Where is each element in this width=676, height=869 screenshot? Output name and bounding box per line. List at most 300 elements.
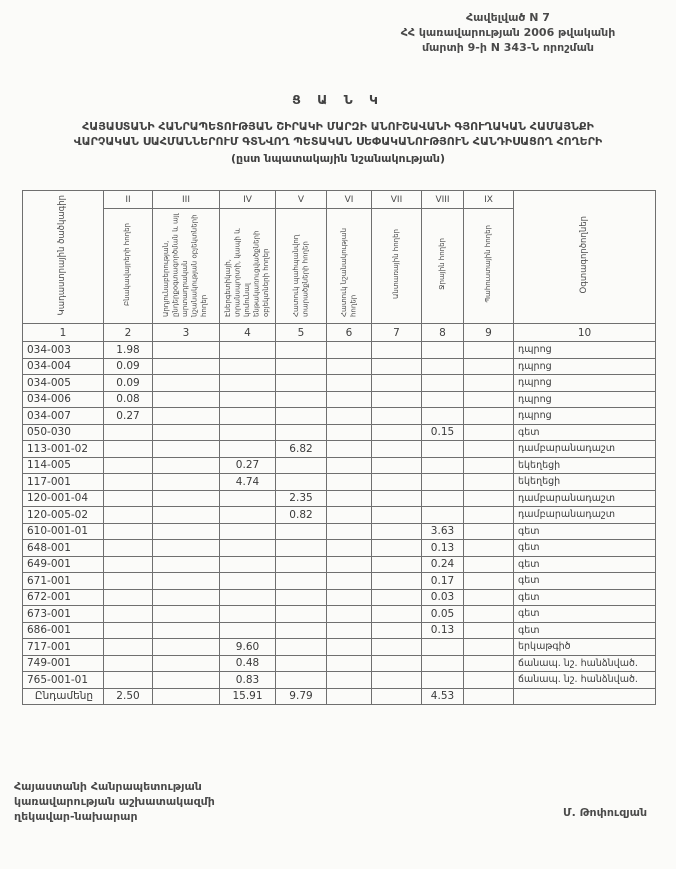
roman-numeral-ix: IX <box>464 191 514 209</box>
area-value-cell <box>153 540 220 557</box>
area-value-cell <box>464 655 514 672</box>
area-value-cell <box>464 556 514 573</box>
column-number: 8 <box>422 324 464 342</box>
area-value-cell <box>464 540 514 557</box>
area-value-cell <box>327 507 372 524</box>
area-value-cell <box>220 424 276 441</box>
land-user-cell: դպրոց <box>514 408 656 425</box>
area-value-cell <box>464 474 514 491</box>
area-value-cell: 0.27 <box>104 408 153 425</box>
area-value-cell <box>104 639 153 656</box>
area-value-cell <box>327 589 372 606</box>
table-row <box>23 474 656 491</box>
area-value-cell <box>327 523 372 540</box>
table-row <box>23 342 656 359</box>
area-value-cell <box>153 556 220 573</box>
roman-numeral-ii: II <box>104 191 153 209</box>
table-total-row <box>23 688 656 705</box>
area-value-cell <box>276 639 327 656</box>
area-value-cell <box>276 556 327 573</box>
cadastral-code-cell: 610-001-01 <box>23 523 104 540</box>
area-value-cell <box>276 589 327 606</box>
area-value-cell <box>464 672 514 689</box>
column-number: 7 <box>372 324 422 342</box>
area-value-cell <box>464 507 514 524</box>
area-value-cell <box>422 342 464 359</box>
area-value-cell <box>372 672 422 689</box>
column-header-industrial-lands <box>153 209 220 324</box>
area-value-cell <box>104 540 153 557</box>
annex-number: Հավելված N 7 <box>466 11 550 24</box>
area-value-cell <box>220 375 276 392</box>
area-value-cell <box>276 375 327 392</box>
area-value-cell <box>153 342 220 359</box>
signature-name: Մ. Թոփուզյան <box>563 806 648 819</box>
decree-source-line: ՀՀ կառավարության 2006 թվականի <box>400 26 616 39</box>
column-header-users <box>514 191 656 324</box>
column-number: 4 <box>220 324 276 342</box>
area-value-cell <box>422 391 464 408</box>
area-value-cell <box>372 655 422 672</box>
area-value-cell <box>153 606 220 623</box>
column-header-water-lands <box>422 209 464 324</box>
area-value-cell <box>276 408 327 425</box>
land-user-cell: գետ <box>514 424 656 441</box>
area-value-cell <box>220 622 276 639</box>
area-value-cell <box>104 457 153 474</box>
area-value-cell <box>372 408 422 425</box>
area-value-cell <box>372 441 422 458</box>
area-value-cell <box>153 589 220 606</box>
area-value-cell <box>153 441 220 458</box>
land-user-cell: գետ <box>514 540 656 557</box>
area-value-cell: 0.03 <box>422 589 464 606</box>
area-value-cell <box>372 358 422 375</box>
cadastral-code-cell: 113-001-02 <box>23 441 104 458</box>
signatory-title-block <box>14 779 215 824</box>
area-value-cell <box>372 507 422 524</box>
area-value-cell <box>327 408 372 425</box>
cadastral-code-label: Կադաստրային ծածկագիր <box>57 194 68 316</box>
area-value-cell <box>153 622 220 639</box>
title-line-1: ՀԱՅԱՍՏԱՆԻ ՀԱՆՐԱՊԵՏՈՒԹՅԱՆ ՇԻՐԱԿԻ ՄԱՐԶԻ ԱՆՈՒՇԱՎԱՆԻ ԳՅՈՒՂԱԿԱՆ ՀԱՄԱՅՆՔԻ <box>82 120 594 133</box>
area-value-cell <box>153 573 220 590</box>
area-value-cell <box>220 589 276 606</box>
column-number: 3 <box>153 324 220 342</box>
cadastral-code-cell: 649-001 <box>23 556 104 573</box>
area-value-cell <box>372 639 422 656</box>
land-user-cell: դպրոց <box>514 375 656 392</box>
area-value-cell <box>220 358 276 375</box>
area-value-cell <box>276 424 327 441</box>
area-value-cell <box>220 490 276 507</box>
table-row <box>23 457 656 474</box>
area-value-cell <box>276 622 327 639</box>
area-value-cell: 4.74 <box>220 474 276 491</box>
area-value-cell <box>422 457 464 474</box>
area-value-cell <box>464 606 514 623</box>
cadastral-code-cell: 686-001 <box>23 622 104 639</box>
area-value-cell <box>153 358 220 375</box>
area-value-cell <box>372 589 422 606</box>
area-value-cell <box>276 523 327 540</box>
signatory-line-3: ղեկավար-նախարար <box>14 810 138 823</box>
table-row <box>23 408 656 425</box>
roman-numeral-vii: VII <box>372 191 422 209</box>
table-row <box>23 523 656 540</box>
area-value-cell <box>276 457 327 474</box>
document-heading: Ց Ա Ն Կ <box>292 92 384 107</box>
column-number: 2 <box>104 324 153 342</box>
area-value-cell <box>153 639 220 656</box>
cadastral-code-cell: 717-001 <box>23 639 104 656</box>
area-value-cell: 0.05 <box>422 606 464 623</box>
area-value-cell <box>153 688 220 705</box>
cadastral-code-cell: 671-001 <box>23 573 104 590</box>
cadastral-code-cell: Ընդամենը <box>23 688 104 705</box>
area-value-cell <box>464 622 514 639</box>
area-value-cell <box>372 391 422 408</box>
area-value-cell <box>153 523 220 540</box>
cadastral-code-cell: 034-007 <box>23 408 104 425</box>
area-value-cell <box>327 441 372 458</box>
area-value-cell: 3.63 <box>422 523 464 540</box>
decree-number-line: մարտի 9-ի N 343-Ն որոշման <box>421 41 595 54</box>
table-row <box>23 573 656 590</box>
roman-numerals-row <box>23 191 656 209</box>
cadastral-code-cell: 034-005 <box>23 375 104 392</box>
land-user-cell: դամբարանադաշտ <box>514 441 656 458</box>
land-user-cell: եկեղեցի <box>514 474 656 491</box>
cadastral-code-cell: 673-001 <box>23 606 104 623</box>
area-value-cell <box>327 622 372 639</box>
area-value-cell: 15.91 <box>220 688 276 705</box>
area-value-cell <box>464 639 514 656</box>
area-value-cell: 0.82 <box>276 507 327 524</box>
area-value-cell <box>372 688 422 705</box>
land-user-cell: գետ <box>514 556 656 573</box>
area-value-cell <box>220 606 276 623</box>
area-value-cell <box>327 474 372 491</box>
area-value-cell <box>327 540 372 557</box>
area-value-cell <box>104 474 153 491</box>
area-value-cell <box>372 474 422 491</box>
area-value-cell <box>153 408 220 425</box>
settlement-lands-label: Բնակավայրերի հողեր <box>123 222 132 306</box>
area-value-cell <box>276 391 327 408</box>
land-table-container <box>22 190 656 705</box>
reserve-lands-label: Պահուստային հողեր <box>483 225 492 303</box>
land-user-cell: գետ <box>514 622 656 639</box>
area-value-cell <box>422 408 464 425</box>
land-user-cell: ճանապ. նշ. հանձնված. <box>514 655 656 672</box>
cadastral-code-cell: 120-001-04 <box>23 490 104 507</box>
cadastral-code-cell: 034-003 <box>23 342 104 359</box>
area-value-cell <box>327 655 372 672</box>
area-value-cell <box>327 639 372 656</box>
table-row <box>23 391 656 408</box>
area-value-cell <box>327 457 372 474</box>
roman-numeral-iv: IV <box>220 191 276 209</box>
table-row <box>23 358 656 375</box>
area-value-cell <box>104 424 153 441</box>
area-value-cell <box>104 507 153 524</box>
column-number: 9 <box>464 324 514 342</box>
area-value-cell <box>327 672 372 689</box>
land-user-cell: գետ <box>514 589 656 606</box>
table-row <box>23 507 656 524</box>
area-value-cell: 0.08 <box>104 391 153 408</box>
table-row <box>23 490 656 507</box>
area-value-cell <box>327 688 372 705</box>
land-user-cell: գետ <box>514 606 656 623</box>
area-value-cell <box>372 490 422 507</box>
cadastral-code-cell: 765-001-01 <box>23 672 104 689</box>
area-value-cell <box>153 490 220 507</box>
area-value-cell <box>104 556 153 573</box>
table-row <box>23 424 656 441</box>
area-value-cell <box>464 342 514 359</box>
area-value-cell: 2.35 <box>276 490 327 507</box>
land-user-cell: երկաթգիծ <box>514 639 656 656</box>
area-value-cell <box>153 375 220 392</box>
area-value-cell <box>372 342 422 359</box>
area-value-cell <box>153 474 220 491</box>
area-value-cell <box>327 375 372 392</box>
table-row <box>23 606 656 623</box>
area-value-cell <box>153 672 220 689</box>
area-value-cell <box>464 441 514 458</box>
area-value-cell: 0.09 <box>104 375 153 392</box>
roman-numeral-viii: VIII <box>422 191 464 209</box>
title-line-2: ՎԱՐՉԱԿԱՆ ՍԱՀՄԱՆՆԵՐՈՒՄ ԳՏՆՎՈՂ ՊԵՏԱԿԱՆ ՍԵՓԱԿԱՆՈՒԹՅՈՒՆ ՀԱՆԴԻՍԱՑՈՂ ՀՈՂԵՐԻ <box>73 135 603 148</box>
area-value-cell <box>327 490 372 507</box>
infrastructure-lands-label: Էներգետիկայի, տրանսպորտի, կապի և կոմունալ ենթակառուցվածքների օբյեկտների հողեր <box>223 228 270 317</box>
area-value-cell <box>327 573 372 590</box>
land-user-cell: դպրոց <box>514 358 656 375</box>
table-row <box>23 589 656 606</box>
special-purpose-lands-label: Հատուկ նշանակության հողեր <box>339 227 357 317</box>
area-value-cell: 0.09 <box>104 358 153 375</box>
area-value-cell <box>422 672 464 689</box>
column-numbers-row <box>23 324 656 342</box>
area-value-cell <box>372 573 422 590</box>
area-value-cell <box>220 507 276 524</box>
document-title-block <box>0 92 676 165</box>
area-value-cell <box>276 474 327 491</box>
column-number: 5 <box>276 324 327 342</box>
land-user-cell: եկեղեցի <box>514 457 656 474</box>
area-value-cell <box>327 358 372 375</box>
land-user-cell: դպրոց <box>514 391 656 408</box>
area-value-cell: 0.48 <box>220 655 276 672</box>
area-value-cell: 0.17 <box>422 573 464 590</box>
table-header <box>23 191 656 342</box>
table-row <box>23 655 656 672</box>
area-value-cell <box>220 556 276 573</box>
area-value-cell <box>422 375 464 392</box>
area-value-cell <box>153 424 220 441</box>
area-value-cell <box>372 523 422 540</box>
land-user-cell: դամբարանադաշտ <box>514 507 656 524</box>
area-value-cell <box>464 688 514 705</box>
land-user-cell: գետ <box>514 573 656 590</box>
area-value-cell <box>276 342 327 359</box>
cadastral-code-cell: 120-005-02 <box>23 507 104 524</box>
table-body <box>23 342 656 705</box>
area-value-cell <box>372 622 422 639</box>
area-value-cell <box>422 358 464 375</box>
area-value-cell <box>220 391 276 408</box>
cadastral-code-cell: 749-001 <box>23 655 104 672</box>
column-header-protected-lands <box>276 209 327 324</box>
area-value-cell: 9.79 <box>276 688 327 705</box>
area-value-cell <box>220 342 276 359</box>
table-row <box>23 622 656 639</box>
area-value-cell <box>464 375 514 392</box>
area-value-cell <box>464 573 514 590</box>
area-value-cell <box>464 424 514 441</box>
area-value-cell <box>372 424 422 441</box>
area-value-cell <box>276 606 327 623</box>
area-value-cell <box>276 573 327 590</box>
area-value-cell <box>372 556 422 573</box>
table-row <box>23 639 656 656</box>
area-value-cell <box>104 655 153 672</box>
area-value-cell <box>220 573 276 590</box>
forest-lands-label: Անտառային հողեր <box>391 229 400 299</box>
area-value-cell <box>464 358 514 375</box>
area-value-cell <box>327 556 372 573</box>
area-value-cell <box>464 408 514 425</box>
column-header-reserve-lands <box>464 209 514 324</box>
area-value-cell <box>276 358 327 375</box>
water-lands-label: Ջրային հողեր <box>437 238 446 290</box>
area-value-cell: 6.82 <box>276 441 327 458</box>
users-label: Օգտագործողներ <box>578 216 589 294</box>
roman-numeral-v: V <box>276 191 327 209</box>
area-value-cell <box>327 391 372 408</box>
column-header-settlement-lands <box>104 209 153 324</box>
area-value-cell <box>104 589 153 606</box>
area-value-cell <box>464 523 514 540</box>
area-value-cell <box>372 375 422 392</box>
area-value-cell <box>422 507 464 524</box>
column-number: 10 <box>514 324 656 342</box>
cadastral-code-cell: 034-006 <box>23 391 104 408</box>
table-row <box>23 540 656 557</box>
signatory-line-2: կառավարության աշխատակազմի <box>14 795 215 808</box>
roman-numeral-iii: III <box>153 191 220 209</box>
industrial-lands-label: Արդյունաբերության, ընդերքօգտագործման և այլ արտադրական նշանակության օբյեկտների հողեր <box>162 213 209 317</box>
area-value-cell <box>220 408 276 425</box>
area-value-cell <box>422 441 464 458</box>
area-value-cell <box>220 441 276 458</box>
cadastral-code-cell: 117-001 <box>23 474 104 491</box>
area-value-cell <box>104 490 153 507</box>
land-user-cell <box>514 688 656 705</box>
title-subtitle: (ըստ նպատակային նշանակության) <box>231 152 445 165</box>
land-user-cell: դամբարանադաշտ <box>514 490 656 507</box>
area-value-cell <box>422 639 464 656</box>
area-value-cell: 0.83 <box>220 672 276 689</box>
area-value-cell: 1.98 <box>104 342 153 359</box>
cadastral-code-cell: 034-004 <box>23 358 104 375</box>
area-value-cell <box>327 424 372 441</box>
area-value-cell <box>153 655 220 672</box>
signatory-line-1: Հայաստանի Հանրապետության <box>14 780 202 793</box>
roman-numeral-vi: VI <box>327 191 372 209</box>
protected-lands-label: Հատուկ պահպանվող տարածքների հողեր <box>291 234 309 317</box>
area-value-cell: 0.27 <box>220 457 276 474</box>
area-value-cell <box>422 655 464 672</box>
area-value-cell <box>104 573 153 590</box>
annex-reference <box>358 10 658 55</box>
cadastral-code-cell: 114-005 <box>23 457 104 474</box>
cadastral-code-cell: 672-001 <box>23 589 104 606</box>
area-value-cell <box>422 474 464 491</box>
cadastral-code-cell: 648-001 <box>23 540 104 557</box>
column-header-special-purpose-lands <box>327 209 372 324</box>
area-value-cell <box>153 391 220 408</box>
area-value-cell <box>153 507 220 524</box>
area-value-cell <box>104 606 153 623</box>
area-value-cell: 0.13 <box>422 540 464 557</box>
area-value-cell <box>104 622 153 639</box>
area-value-cell <box>327 606 372 623</box>
area-value-cell <box>464 490 514 507</box>
land-user-cell: ճանապ. նշ. հանձնված. <box>514 672 656 689</box>
area-value-cell: 9.60 <box>220 639 276 656</box>
column-header-infrastructure-lands <box>220 209 276 324</box>
area-value-cell: 4.53 <box>422 688 464 705</box>
area-value-cell <box>104 523 153 540</box>
land-user-cell: գետ <box>514 523 656 540</box>
area-value-cell: 2.50 <box>104 688 153 705</box>
area-value-cell <box>464 589 514 606</box>
area-value-cell <box>464 457 514 474</box>
table-row <box>23 375 656 392</box>
area-value-cell <box>464 391 514 408</box>
column-header-cadastral-code <box>23 191 104 324</box>
area-value-cell <box>372 457 422 474</box>
column-number: 1 <box>23 324 104 342</box>
area-value-cell: 0.13 <box>422 622 464 639</box>
area-value-cell <box>276 655 327 672</box>
area-value-cell: 0.15 <box>422 424 464 441</box>
cadastral-code-cell: 050-030 <box>23 424 104 441</box>
area-value-cell <box>220 523 276 540</box>
area-value-cell <box>372 606 422 623</box>
area-value-cell <box>276 672 327 689</box>
area-value-cell: 0.24 <box>422 556 464 573</box>
column-header-forest-lands <box>372 209 422 324</box>
land-categories-table <box>22 190 656 705</box>
area-value-cell <box>276 540 327 557</box>
table-row <box>23 441 656 458</box>
area-value-cell <box>220 540 276 557</box>
table-row <box>23 556 656 573</box>
area-value-cell <box>153 457 220 474</box>
column-number: 6 <box>327 324 372 342</box>
table-row <box>23 672 656 689</box>
area-value-cell <box>104 441 153 458</box>
area-value-cell <box>104 672 153 689</box>
area-value-cell <box>327 342 372 359</box>
land-user-cell: դպրոց <box>514 342 656 359</box>
area-value-cell <box>372 540 422 557</box>
area-value-cell <box>422 490 464 507</box>
